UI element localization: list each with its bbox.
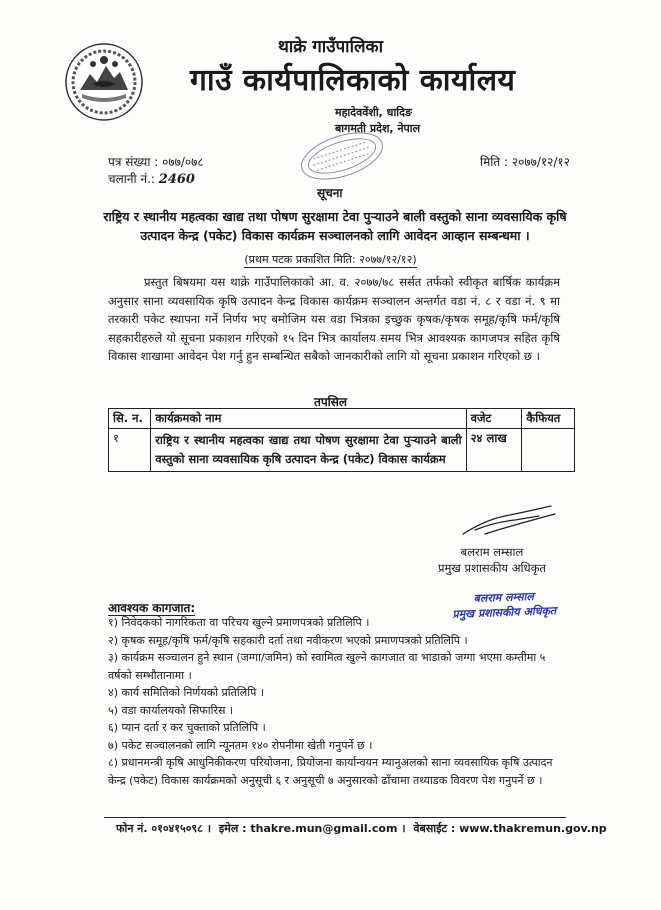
cell-budget: २४ लाख bbox=[466, 429, 522, 472]
table-row bbox=[109, 429, 575, 472]
published-date-text: (प्रथम पटक प्रकाशित मिति: २०७७/१२/१२) bbox=[244, 253, 417, 266]
footer-website[interactable]: वेबसाईट : www.thakremun.gov.np bbox=[413, 822, 607, 835]
list-item: २) कृषक समूह/कृषि फर्म/कृषि सहकारी दर्ता तथा नवीकरण भएको प्रमाणपत्रको प्रतिलिपि । bbox=[108, 633, 468, 647]
letter-date: मिति : २०७७/१२/१२ bbox=[480, 155, 570, 169]
cell-program: राष्ट्रिय र स्थानीय महत्वका खाद्य तथा पोषण सुरक्षामा टेवा पुर्‍याउने बाली वस्तुको साना व्यवसायिक कृषि उत्पादन केन्द्र (पकेट) विकास कार्यक्रम bbox=[151, 429, 466, 472]
list-item: ६) प्यान दर्ता र कर चुक्ताको प्रतिलिपि । bbox=[108, 721, 266, 734]
letter-number: पत्र संख्या : ०७७/०७८ bbox=[108, 155, 204, 169]
list-item: ८) प्रधानमन्त्री कृषि आधुनिकीकरण परियोजना, प्रियोजना कार्यान्वयन म्यानुअलको साना व्यवसायिक कृषि उत्पादन केन्द्र (पकेट) विकास कार्यक्रमको अनुसूची ६ र अनुसूची ७ अनुसारको ढाँचामा तथ्याडक विवरण पेश गनुपर्ने छ । bbox=[108, 756, 553, 787]
notice-label: सूचना bbox=[317, 186, 343, 200]
list-item: १) निवेदकको नागरिकता वा परिचय खुल्ने प्रमाणपत्रको प्रतिलिपि । bbox=[108, 616, 370, 629]
requirements-heading-text: आवश्यक कागजात: bbox=[108, 601, 196, 615]
list-item: ४) कार्य समितिको निर्णयको प्रतिलिपि । bbox=[108, 686, 264, 699]
list-item: ७) पकेट सञ्चालनको लागि न्यूनतम १४० रोपनीमा खेती गनुपर्ने छ । bbox=[108, 738, 373, 752]
program-table bbox=[108, 408, 575, 472]
requirements-list bbox=[108, 614, 563, 789]
office-title: गाउँ कार्यपालिकाको कार्यालय bbox=[190, 63, 516, 98]
published-date bbox=[0, 252, 661, 267]
address-line-2: बागमती प्रदेश, नेपाल bbox=[335, 122, 421, 135]
header-program: कार्यक्रमको नाम bbox=[151, 409, 466, 429]
signer-stamp-name: बलराम लम्साल bbox=[473, 589, 535, 606]
cell-remarks bbox=[522, 429, 575, 472]
details-heading: तपसिल bbox=[313, 395, 347, 409]
cell-sn: १ bbox=[109, 429, 151, 472]
body-paragraph: प्रस्तुत बिषयमा यस थाक्रे गाउँपालिकाको आ. व. २०७७/७८ सर्सत तर्फको स्वीकृत बार्षिक कार्यक्रम अनुसार साना व्यवसायिक कृषि उत्पादन केन्द्र विकास कार्यक्रम सञ्चालन अन्तर्गत वडा नं. ८ र वडा नं. ९ मा तरकारी पकेट स्थापना गर्ने निर्णय भए बमोजिम यस वडा भित्रका इच्छुक कृषक/कृषक समूह/कृषि फर्म/कृषि सहकारीहरुले यो सूचना प्रकाशन गरिएको १५ दिन भित्र कार्यालय समय भित्र आवश्यक कागजपत्र सहित कृषि विकास शाखामा आवेदन पेश गर्नु हुन सम्बन्धित सबैको जानकारीको लागि यो सूचना प्रकाशन गरिएको छ । bbox=[108, 275, 560, 363]
address-line-1: महादेववेंशी, धादिङ bbox=[335, 106, 412, 119]
list-item: ५) वडा कार्यालयको सिफारिस । bbox=[108, 703, 234, 717]
list-item: ३) कार्यक्रम सञ्चालन हुने स्थान (जग्गा/जमिन) को स्वामित्व खुल्ने कागजात वा भाडाको जग्गा भएमा कम्तीमा ५ वर्षको सम्भौतानामा । bbox=[108, 651, 546, 682]
municipality-name: थाक्रे गाउँपालिका bbox=[278, 37, 383, 57]
header-remarks: कैफियत bbox=[522, 409, 575, 429]
table-header-row bbox=[109, 409, 575, 429]
header-sn: सि. न. bbox=[109, 409, 151, 429]
subject-line: राष्ट्रिय र स्थानीय महत्वका खाद्य तथा पोषण सुरक्षामा टेवा पुर्‍याउने बाली वस्तुको साना व्यवसायिक कृषि उत्पादन केन्द्र (पकेट) विकास कार्यक्रम सञ्चालनको लागि आवेदन आव्हान सम्बन्धमा । bbox=[103, 209, 567, 243]
footer-divider bbox=[104, 817, 566, 818]
office-seal-icon bbox=[296, 128, 388, 184]
footer-email[interactable]: इमेल : thakre.mun@gmail.com bbox=[218, 822, 398, 835]
dispatch-number-label: चलानी नं.: bbox=[108, 172, 155, 186]
header-budget: वजेट bbox=[466, 409, 522, 429]
dispatch-number-value: 2460 bbox=[158, 172, 195, 187]
dispatch-number bbox=[108, 170, 195, 187]
signer-name: बलराम लम्साल bbox=[460, 545, 524, 559]
footer-phone: फोन नं. ०१०४१५०९८ bbox=[116, 822, 203, 835]
footer-contact: फोन नं. ०१०४१५०९८ । इमेल : thakre.mun@gmail.com । वेबसाईट : www.thakremun.gov.np bbox=[116, 822, 607, 835]
signer-title: प्रमुख प्रशासकीय अधिकृत bbox=[438, 561, 546, 575]
signature-icon bbox=[455, 500, 565, 540]
signer-stamp-title: प्रमुख प्रशासकीय अधिकृत bbox=[452, 604, 557, 621]
